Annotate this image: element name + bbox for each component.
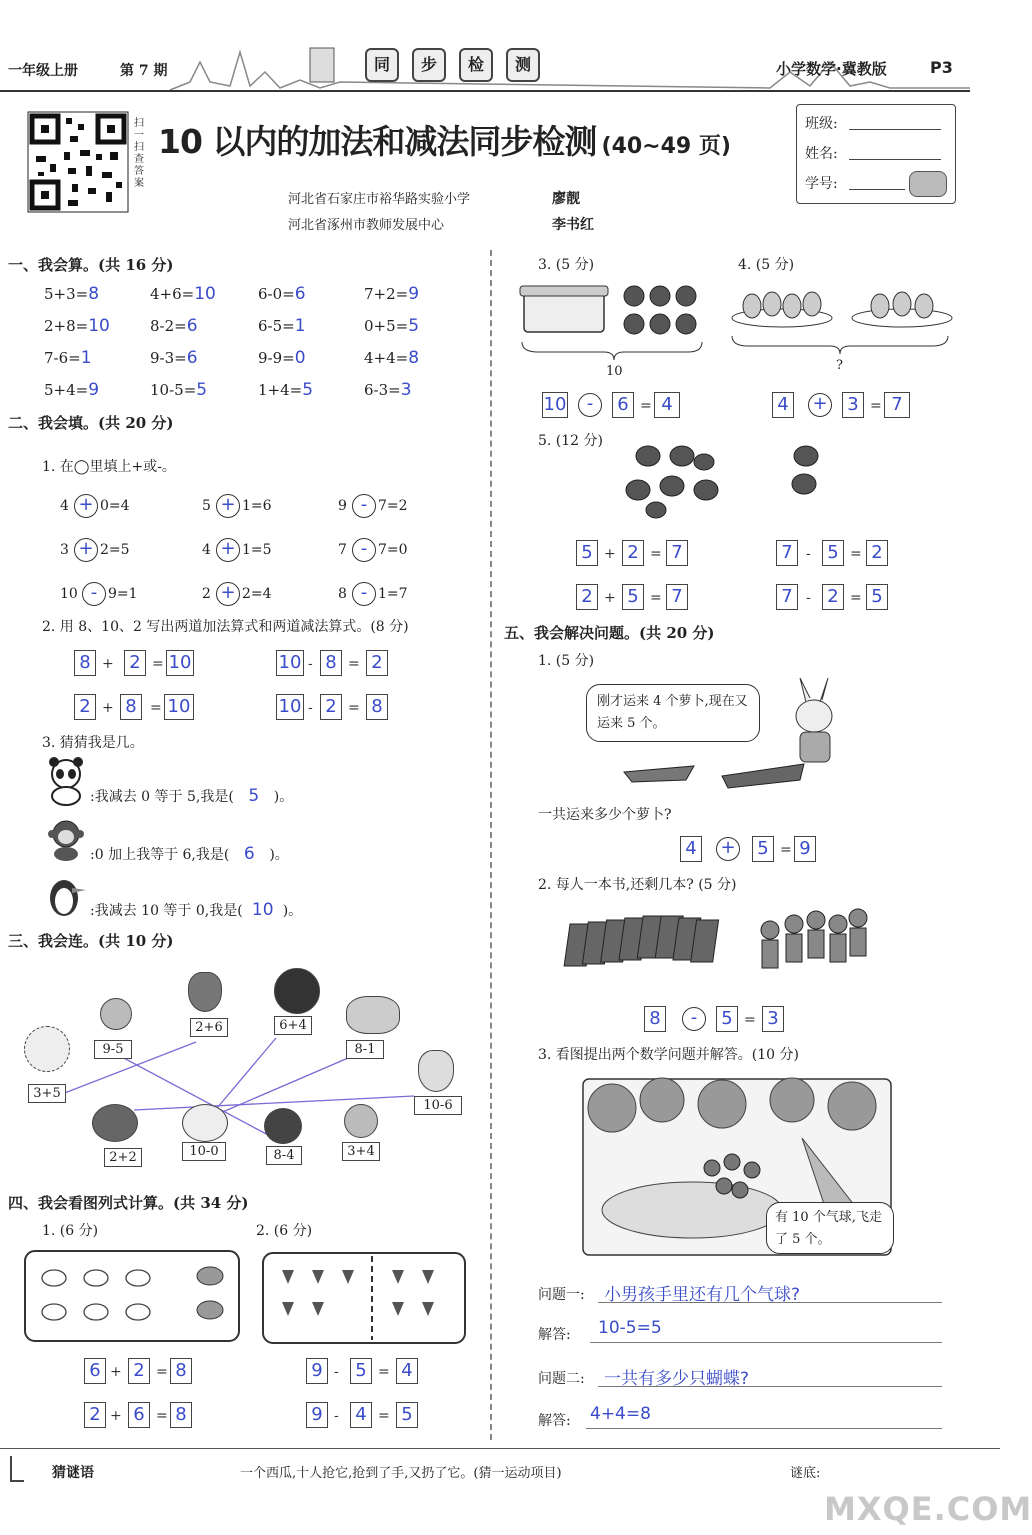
answer-box[interactable]: 2 (822, 584, 844, 610)
elephant-icon (346, 996, 400, 1034)
guess-item: :我减去 10 等于 0,我是( 10 )。 (90, 900, 303, 920)
calc-item: 4+4=8 (364, 348, 420, 368)
problem-2-text[interactable]: 一共有多少只蝴蝶? (604, 1369, 750, 1389)
fox-icon (188, 972, 222, 1012)
operator: + (604, 546, 616, 562)
pears-picture (726, 280, 956, 364)
answer-box[interactable]: 9 (794, 836, 816, 862)
question-2-3: 3. 猜猜我是几。 (42, 735, 144, 751)
match-card[interactable]: 3+4 (342, 1142, 380, 1161)
equals: = (378, 1408, 390, 1424)
operator: - (806, 546, 811, 562)
answer-box[interactable]: 8 (120, 694, 142, 720)
equals: = (152, 656, 164, 672)
equals: = (348, 656, 360, 672)
answer-box[interactable]: 6 (128, 1402, 150, 1428)
answer-box[interactable]: 4 (654, 392, 680, 418)
calc-item: 6-0=6 (258, 284, 306, 304)
riddle-answer-label: 谜底: (790, 1466, 821, 1481)
qr-code-icon (28, 112, 128, 212)
equals: = (870, 398, 882, 414)
calc-item: 6-5=1 (258, 316, 306, 336)
answer-box[interactable]: 5 (622, 584, 644, 610)
column-divider (490, 250, 492, 1440)
answer-box[interactable]: 2 (622, 540, 644, 566)
fill-item-rest: 2=4 (242, 586, 272, 602)
answer-box[interactable]: 7 (884, 392, 910, 418)
answer-box[interactable]: 2 (366, 650, 388, 676)
calc-item: 1+4=5 (258, 380, 314, 400)
answer-box[interactable]: 8 (644, 1006, 666, 1032)
answer-box[interactable]: 10 (166, 650, 194, 676)
leaves-picture (262, 1252, 466, 1344)
problem-1-text[interactable]: 小男孩手里还有几个气球? (604, 1285, 801, 1305)
answer-box[interactable]: 4 (350, 1402, 372, 1428)
problem-1-label: 问题一: (538, 1287, 585, 1303)
question-5-1: 1. (5 分) (538, 653, 595, 669)
problem-2-line (598, 1386, 942, 1387)
calc-item: 10-5=5 (150, 380, 208, 400)
answer-box[interactable]: 5 (822, 540, 844, 566)
answer-box[interactable]: 5 (396, 1402, 418, 1428)
operator: + (102, 656, 114, 672)
question-4-3: 3. (5 分) (538, 257, 595, 273)
fill-item: 2 (202, 586, 211, 602)
equals: = (850, 546, 862, 562)
operator-circle[interactable]: + (216, 494, 240, 518)
student-number-label: 学号: (805, 176, 838, 192)
qr-caption: 扫一扫 查答案 (134, 118, 144, 189)
name-field[interactable] (849, 159, 941, 160)
match-card[interactable]: 2+2 (104, 1148, 142, 1167)
student-info-box (796, 104, 956, 204)
banner-char: 步 (412, 48, 446, 82)
calc-item: 9-9=0 (258, 348, 306, 368)
answer-box[interactable]: 3 (762, 1006, 784, 1032)
match-card[interactable]: 6+4 (274, 1016, 312, 1035)
answer-box[interactable]: 10 (542, 392, 568, 418)
radishes-picture (620, 440, 840, 520)
answer-box[interactable]: 5 (350, 1358, 372, 1384)
answer-box[interactable]: 2 (84, 1402, 106, 1428)
match-card[interactable]: 3+5 (28, 1084, 66, 1103)
section-5-title: 五、我会解决问题。(共 20 分) (504, 624, 715, 642)
park-speech-bubble: 有 10 个气球,飞走了 5 个。 (766, 1202, 894, 1254)
operator: + (604, 590, 616, 606)
answer-box[interactable]: 5 (866, 584, 888, 610)
answer-box[interactable]: 9 (306, 1358, 328, 1384)
dog-icon (344, 1104, 378, 1138)
cat-icon (182, 1104, 228, 1142)
calc-item: 5+4=9 (44, 380, 100, 400)
banner-char: 检 (459, 48, 493, 82)
fill-item: 5 (202, 498, 211, 514)
bear-icon (264, 1108, 302, 1144)
equals: = (650, 590, 662, 606)
equals: = (850, 590, 862, 606)
issue-label: 第 7 期 (120, 63, 168, 79)
answer-box[interactable]: 4 (680, 836, 702, 862)
banner-char: 同 (365, 48, 399, 82)
page-title: 10 以内的加法和减法同步检测 (40~49 页) (158, 122, 731, 161)
author1-org: 河北省石家庄市裕华路实验小学 (288, 192, 471, 207)
answer-box[interactable]: 5 (716, 1006, 738, 1032)
question-5-3: 3. 看图提出两个数学问题并解答。(10 分) (538, 1047, 799, 1063)
operator: + (102, 700, 114, 716)
penguin-icon (44, 876, 90, 918)
answer-box[interactable]: 7 (666, 584, 688, 610)
match-card[interactable]: 10-6 (414, 1096, 462, 1115)
operator: - (334, 1408, 339, 1424)
question-2-1: 1. 在◯里填上+或-。 (42, 459, 176, 475)
guess-item: :我减去 0 等于 5,我是( 5 )。 (90, 786, 294, 806)
answer-box[interactable]: 7 (776, 584, 798, 610)
subject-label: 小学数学·冀教版 (776, 60, 887, 78)
fill-item-rest: 1=6 (242, 498, 272, 514)
fill-item: 7 (338, 542, 347, 558)
matching-lines (0, 960, 490, 1180)
lion-icon (24, 1026, 70, 1072)
children-picture (750, 906, 880, 982)
box-and-balls-picture (518, 280, 708, 370)
operator-circle[interactable]: + (74, 538, 98, 562)
problem-1-line (598, 1302, 942, 1303)
match-card[interactable]: 8-1 (346, 1040, 384, 1059)
answer-box[interactable]: 5 (752, 836, 774, 862)
grade-label: 一年级上册 (8, 63, 78, 79)
calc-item: 4+6=10 (150, 284, 216, 304)
calc-item: 5+3=8 (44, 284, 100, 304)
fill-item-rest: 1=7 (378, 586, 408, 602)
equals: = (650, 546, 662, 562)
guess-item: :0 加上我等于 6,我是( 6 )。 (90, 844, 289, 864)
cow-icon (909, 171, 947, 197)
raccoon-icon (92, 1104, 138, 1142)
answer-1-line (590, 1342, 942, 1343)
equals: = (150, 700, 162, 716)
equals: = (156, 1364, 168, 1380)
question-4-5: 5. (12 分) (538, 433, 603, 449)
unknown-label: ? (836, 358, 843, 373)
fill-item: 3 (60, 542, 69, 558)
answer-1-label: 解答: (538, 1327, 571, 1343)
fill-item-rest: 2=5 (100, 542, 130, 558)
fill-item: 9 (338, 498, 347, 514)
answer-box[interactable]: 7 (666, 540, 688, 566)
fill-item-rest: 1=5 (242, 542, 272, 558)
name-field-label: 姓名: (805, 146, 838, 162)
books-picture (572, 910, 732, 976)
fill-item: 4 (60, 498, 69, 514)
operator-circle[interactable]: - (352, 494, 376, 518)
operator-circle[interactable]: + (716, 837, 740, 861)
calc-item: 9-3=6 (150, 348, 198, 368)
speech-bubble: 刚才运来 4 个萝卜,现在又运来 5 个。 (586, 684, 760, 742)
match-card[interactable]: 2+6 (190, 1018, 228, 1037)
bear-icon (274, 968, 320, 1014)
calc-item: 0+5=5 (364, 316, 420, 336)
section-1-title: 一、我会算。(共 16 分) (8, 256, 174, 274)
answer-box[interactable]: 10 (164, 694, 194, 720)
operator-circle[interactable]: - (352, 538, 376, 562)
fill-item-rest: 0=4 (100, 498, 130, 514)
answer-box[interactable]: 4 (396, 1358, 418, 1384)
question-4-2: 2. (6 分) (256, 1223, 313, 1239)
answer-box[interactable]: 8 (366, 694, 388, 720)
equals: = (156, 1408, 168, 1424)
calc-item: 7+2=9 (364, 284, 420, 304)
answer-box[interactable]: 2 (124, 650, 146, 676)
calc-item: 7-6=1 (44, 348, 92, 368)
footer-rule (0, 1448, 1000, 1449)
section-4-title: 四、我会看图列式计算。(共 34 分) (8, 1194, 249, 1212)
match-card[interactable]: 9-5 (94, 1040, 132, 1059)
monkey-icon (44, 818, 88, 862)
riddle-text: 一个西瓜,十人抢它,抢到了手,又扔了它。(猜一运动项目) (240, 1466, 562, 1481)
fill-item: 8 (338, 586, 347, 602)
fill-item: 4 (202, 542, 211, 558)
answer-box[interactable]: 10 (276, 650, 304, 676)
banner-char: 测 (506, 48, 540, 82)
operator-circle[interactable]: - (82, 582, 106, 606)
class-field[interactable] (849, 129, 941, 130)
question-5-1-prompt: 一共运来多少个萝卜? (538, 807, 672, 823)
match-card[interactable]: 8-4 (266, 1146, 302, 1165)
answer-box[interactable]: 10 (276, 694, 304, 720)
answer-2-label: 解答: (538, 1413, 571, 1429)
total-label: 10 (606, 364, 623, 379)
author2-name: 李书红 (552, 217, 594, 233)
match-card[interactable]: 10-0 (182, 1142, 226, 1161)
operator: + (110, 1364, 122, 1380)
equals: = (640, 398, 652, 414)
page-number: P3 (930, 58, 953, 77)
author1-name: 廖靓 (552, 191, 580, 207)
header-rule (0, 90, 970, 92)
operator-circle[interactable]: + (216, 582, 240, 606)
operator: + (110, 1408, 122, 1424)
question-5-2: 2. 每人一本书,还剩几本? (5 分) (538, 877, 737, 893)
watermark-logo: MXQE.COM (824, 1490, 1032, 1528)
question-4-1: 1. (6 分) (42, 1223, 99, 1239)
answer-1-text[interactable]: 10-5=5 (598, 1318, 662, 1338)
answer-box[interactable]: 5 (576, 540, 598, 566)
answer-box[interactable]: 2 (74, 694, 96, 720)
rabbit-cart-picture (624, 676, 854, 792)
class-field-label: 班级: (805, 116, 838, 132)
question-4-4: 4. (5 分) (738, 257, 795, 273)
section-2-title: 二、我会填。(共 20 分) (8, 414, 174, 432)
operator: - (308, 656, 313, 672)
riddle-label: 猜谜语 (52, 1465, 94, 1481)
calc-item: 6-3=3 (364, 380, 412, 400)
student-number-field[interactable] (849, 189, 905, 190)
operator-circle[interactable]: - (578, 393, 602, 417)
answer-box[interactable]: 6 (612, 392, 634, 418)
answer-box[interactable]: 7 (776, 540, 798, 566)
answer-box[interactable]: 8 (170, 1402, 192, 1428)
section-3-title: 三、我会连。(共 10 分) (8, 932, 174, 950)
operator-circle[interactable]: - (352, 582, 376, 606)
rabbit-icon (418, 1050, 454, 1092)
fill-item-rest: 7=2 (378, 498, 408, 514)
operator: - (308, 700, 313, 716)
answer-box[interactable]: 8 (320, 650, 342, 676)
equals: = (378, 1364, 390, 1380)
author2-org: 河北省涿州市教师发展中心 (288, 218, 445, 233)
operator-circle[interactable]: + (216, 538, 240, 562)
operator-circle[interactable]: - (682, 1007, 706, 1031)
footer-bracket (10, 1456, 24, 1482)
operator: - (334, 1364, 339, 1380)
answer-2-line (586, 1428, 942, 1429)
operator-circle[interactable]: + (808, 393, 832, 417)
calc-item: 8-2=6 (150, 316, 198, 336)
calc-item: 2+8=10 (44, 316, 110, 336)
answer-box[interactable]: 2 (866, 540, 888, 566)
problem-2-label: 问题二: (538, 1371, 585, 1387)
answer-box[interactable]: 2 (128, 1358, 150, 1384)
operator: - (806, 590, 811, 606)
answer-box[interactable]: 6 (84, 1358, 106, 1384)
panda-icon (44, 756, 88, 806)
equals: = (348, 700, 360, 716)
answer-box[interactable]: 9 (306, 1402, 328, 1428)
question-2-2: 2. 用 8、10、2 写出两道加法算式和两道减法算式。(8 分) (42, 619, 409, 635)
answer-box[interactable]: 2 (576, 584, 598, 610)
equals: = (780, 842, 792, 858)
fill-item-rest: 7=0 (378, 542, 408, 558)
bear-icon (100, 998, 132, 1030)
fill-item-rest: 9=1 (108, 586, 138, 602)
answer-box[interactable]: 8 (74, 650, 96, 676)
rabbits-picture (24, 1250, 240, 1342)
answer-box[interactable]: 8 (170, 1358, 192, 1384)
answer-box[interactable]: 4 (772, 392, 794, 418)
answer-box[interactable]: 3 (842, 392, 864, 418)
equals: = (744, 1012, 756, 1028)
answer-2-text[interactable]: 4+4=8 (590, 1404, 651, 1424)
fill-item: 10 (60, 586, 78, 602)
answer-box[interactable]: 2 (320, 694, 342, 720)
operator-circle[interactable]: + (74, 494, 98, 518)
